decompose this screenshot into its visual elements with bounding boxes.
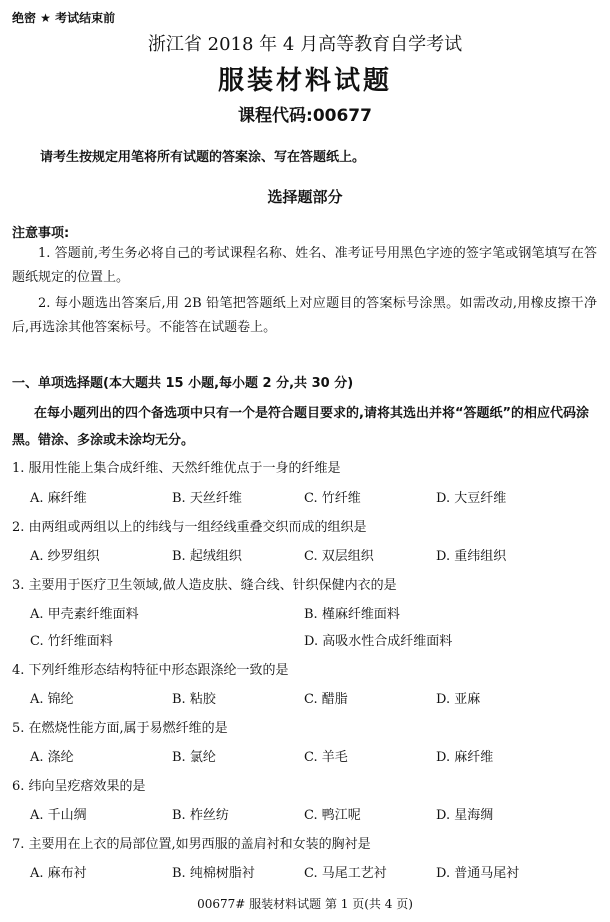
question-stem: 1. 服用性能上集合成纤维、天然纤维优点于一身的纤维是 [12,461,341,476]
option-a: A. 麻布衬 [30,866,87,881]
note-item-1: 1. 答题前,考生务必将自己的考试课程名称、姓名、准考证号用黑色字迹的签字笔或钢笔填写在答题纸规定的位置上。 [12,246,597,285]
option-b: B. 起绒组织 [172,549,242,564]
question-stem: 7. 主要用在上衣的局部位置,如男西服的盖肩衬和女装的胸衬是 [12,837,371,852]
answer-instruction: 请考生按规定用笔将所有试题的答案涂、写在答题纸上。 [40,150,366,165]
option-a: A. 涤纶 [30,750,74,765]
option-b: B. 纯棉树脂衬 [172,866,255,881]
option-d: D. 星海绸 [436,808,494,823]
section-description: 在每小题列出的四个备选项中只有一个是符合题目要求的,请将其选出并将“答题纸”的相应代码涂黑。错涂、多涂或未涂均无分。 [12,406,590,448]
option-c: C. 双层组织 [304,549,374,564]
option-b: B. 粘胶 [172,692,216,707]
option-d: D. 重纬组织 [436,549,507,564]
option-c: C. 马尾工艺衬 [304,866,387,881]
section-title: 一、单项选择题(本大题共 15 小题,每小题 2 分,共 30 分) [12,376,354,391]
page-footer: 00677# 服装材料试题 第 1 页(共 4 页) [197,897,413,911]
confidential-label: 绝密 ★ 考试结束前 [12,11,116,25]
option-b: B. 天丝纤维 [172,491,242,506]
part-title: 选择题部分 [267,188,343,206]
option-b: B. 柞丝纺 [172,808,229,823]
notes-heading: 注意事项: [12,226,70,241]
option-c: C. 鸭江呢 [304,808,361,823]
question-stem: 3. 主要用于医疗卫生领域,做人造皮肤、缝合线、针织保健内衣的是 [12,578,397,593]
paper-title: 服装材料试题 [217,66,392,96]
course-code: 课程代码:00677 [238,106,372,126]
option-d: D. 高吸水性合成纤维面料 [304,634,453,649]
option-b: B. 氯纶 [172,750,216,765]
question-stem: 4. 下列纤维形态结构特征中形态跟涤纶一致的是 [12,663,289,678]
option-c: C. 竹纤维 [304,491,361,506]
option-c: C. 醋脂 [304,692,348,707]
question-stem: 5. 在燃烧性能方面,属于易燃纤维的是 [12,721,228,736]
option-d: D. 普通马尾衬 [436,866,520,881]
option-d: D. 亚麻 [436,692,481,707]
question-stem: 2. 由两组或两组以上的纬线与一组经线重叠交织而成的组织是 [12,520,367,535]
exam-heading: 浙江省 2018 年 4 月高等教育自学考试 [147,34,463,55]
option-b: B. 槿麻纤维面料 [304,607,400,622]
option-d: D. 麻纤维 [436,750,494,765]
option-d: D. 大豆纤维 [436,491,507,506]
option-a: A. 甲壳素纤维面料 [30,607,139,622]
option-a: A. 麻纤维 [30,491,87,506]
option-a: A. 千山绸 [30,808,87,823]
option-c: C. 竹纤维面料 [30,634,113,649]
note-item-2: 2. 每小题选出答案后,用 2B 铅笔把答题纸上对应题目的答案标号涂黑。如需改动,用橡皮擦干净后,再选涂其他答案标号。不能答在试题卷上。 [12,296,597,335]
question-stem: 6. 纬向呈疙瘩效果的是 [12,779,146,794]
option-c: C. 羊毛 [304,750,348,765]
option-a: A. 锦纶 [30,692,74,707]
option-a: A. 纱罗组织 [30,549,100,564]
